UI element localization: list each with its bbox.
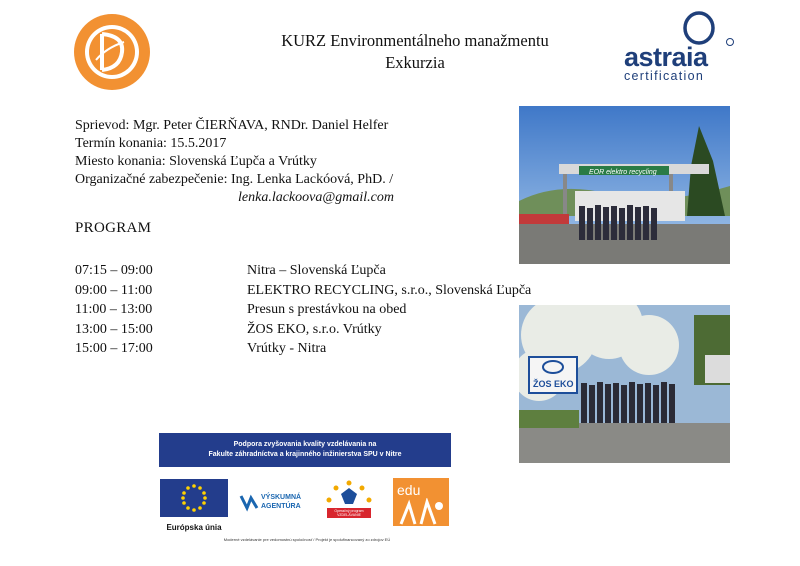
- photo-zos-eko: [519, 305, 730, 463]
- eu-flag-icon: [160, 479, 228, 517]
- footer-disclaimer: Moderné vzdelávanie pre vedomostnú spoločnosť / Projekt je spolufinancovaný zo zdrojov EÚ: [223, 537, 391, 542]
- title-line-2: Exkurzia: [385, 53, 445, 72]
- banner-line-1: Podpora zvyšovania kvality vzdelávania na: [233, 441, 377, 448]
- organizer-email[interactable]: lenka.lackoova@gmail.com: [238, 190, 394, 205]
- spu-logo: [72, 12, 152, 92]
- date-line: Termín konania: 15.5.2017: [75, 136, 227, 151]
- edu-figures-icon: [393, 498, 449, 526]
- program-heading: PROGRAM: [75, 220, 152, 236]
- eu-label: Európska únia: [166, 523, 222, 532]
- op-vzdelavanie-logo: [319, 478, 379, 528]
- program-schedule: [75, 261, 531, 359]
- astraia-logo: [620, 8, 735, 84]
- photo2-sign-text: ŽOS EKO: [533, 379, 574, 389]
- schedule-time: 15:00 – 17:00: [75, 341, 153, 356]
- place-line: Miesto konania: Slovenská Ľupča a Vrútky: [75, 154, 317, 169]
- op-label: Operačný program VZDELÁVANIE: [334, 509, 364, 517]
- agency-line-2: AGENTÚRA: [261, 503, 301, 510]
- schedule-row: [75, 339, 531, 359]
- schedule-activity: ŽOS EKO, s.r.o. Vrútky: [247, 321, 382, 337]
- schedule-row: [75, 261, 531, 281]
- schedule-time: 11:00 – 13:00: [75, 302, 153, 317]
- agency-logo: [239, 486, 311, 518]
- agency-mark-icon: [239, 492, 259, 512]
- schedule-time: 13:00 – 15:00: [75, 321, 153, 337]
- banner-line-2: Fakulte záhradníctva a krajinného inžinierstva SPU v Nitre: [208, 451, 402, 458]
- schedule-row: [75, 320, 531, 340]
- guide-line: Sprievod: Mgr. Peter ČIERŇAVA, RNDr. Daniel Helfer: [75, 118, 389, 133]
- op-star-icon: [319, 478, 379, 528]
- schedule-activity: ELEKTRO RECYCLING, s.r.o., Slovenská Ľupča: [247, 282, 532, 298]
- photo1-sign-text: EOR elektro recycling: [589, 169, 657, 176]
- edu-logo: [393, 478, 449, 526]
- title-line-1: KURZ Environmentálneho manažmentu: [281, 31, 549, 50]
- photo-elektro-recycling: [519, 106, 730, 264]
- astraia-subtitle: certification: [624, 69, 705, 83]
- project-banner: [159, 433, 451, 467]
- edu-label: edu: [397, 482, 421, 498]
- schedule-time: 09:00 – 11:00: [75, 282, 153, 298]
- schedule-activity: Nitra – Slovenská Ľupča: [247, 263, 386, 278]
- schedule-row: [75, 281, 531, 301]
- page-title: [240, 30, 590, 74]
- info-block: [75, 117, 394, 207]
- agency-line-1: VÝSKUMNÁ: [261, 494, 302, 501]
- schedule-activity: Presun s prestávkou na obed: [247, 302, 407, 317]
- schedule-time: 07:15 – 09:00: [75, 263, 153, 278]
- eu-logo: [160, 479, 228, 532]
- schedule-row: [75, 300, 531, 320]
- organizer-line: Organizačné zabezpečenie: Ing. Lenka Lackóová, PhD. /: [75, 172, 394, 187]
- astraia-wordmark: astraia: [624, 42, 708, 72]
- spu-logo-icon: [72, 12, 152, 92]
- schedule-activity: Vrútky - Nitra: [247, 341, 327, 356]
